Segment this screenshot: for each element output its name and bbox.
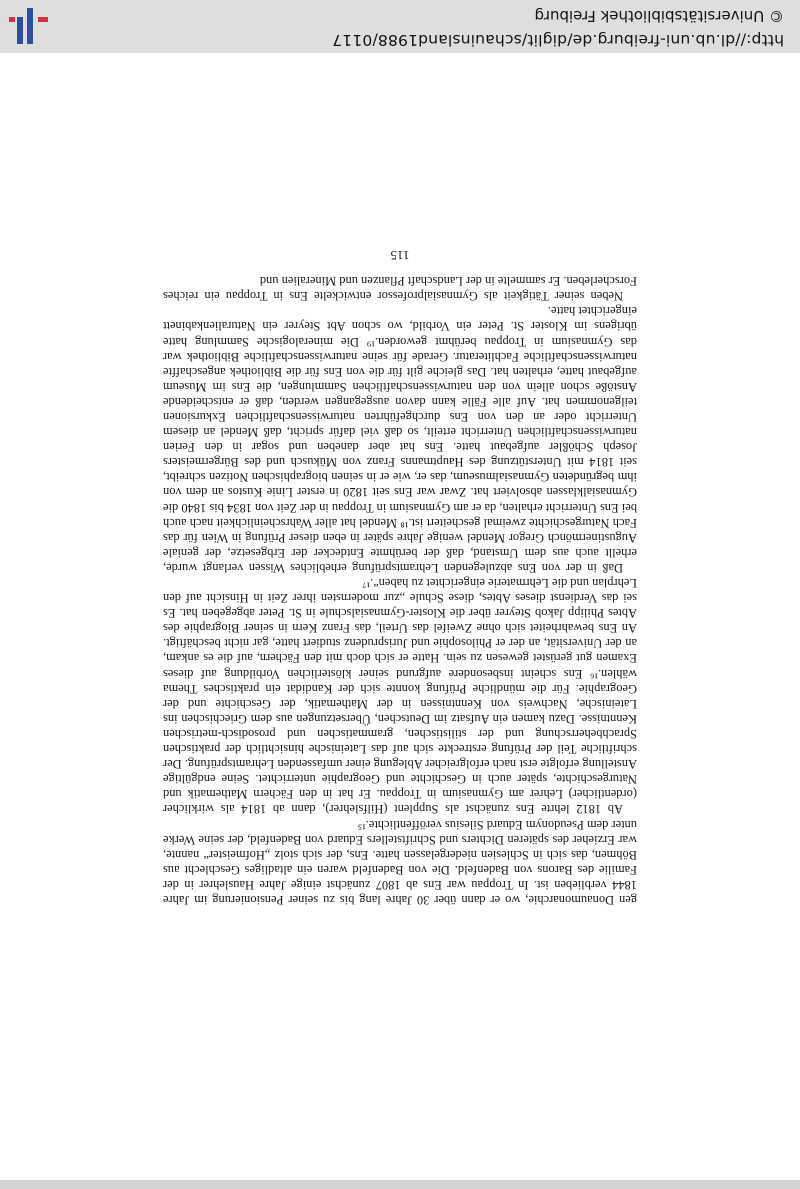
paragraph-2: Ab 1812 lehrte Ens zunächst als Supplent (Hilfslehrer), dann ab 1814 als wirklicher (ordentlicher) Lehrer am Gymnasium in Troppau. Er hat in den Fächern Mathematik und Naturgeschichte, später auch in Geschichte und Geographie unterrichtet. Seine endgültige Anstellung erfolgte erst nach erfolgreicher Ablegung einer umfassenden Lehramtsprüfung. Der schriftliche Teil der Prüfung erstreckte sich auf das Lateinische hinsichtlich der praktischen Sprachbeherrschung und der stilistischen, grammatischen und prosodisch-metrischen Kenntnisse. Dazu kamen ein Aufsatz im Deutschen, Übersetzungen aus dem Griechischen ins Lateinische, Nachweis von Kenntnissen in der Mathematik, der Geschichte und der Geographie. Für die mündliche Prüfung konnte sich der Kandidat ein praktisches Thema wählen.¹⁶ Ens scheint insbesondere aufgrund seiner klösterlichen Vorbildung auf dieses Examen gut gerüstet gewesen zu sein. Hatte er sich doch mit den Fächern, auf die es ankam, an der Universität, an der er Philosophie und Jurisprudenz studiert hatte, gar nicht beschäftigt. An Ens bewahrheitet sich ohne Zweifel das Urteil, das Franz Kern in seiner Biographie des Abtes Philipp Jakob Steyrer über die Kloster-Gymnasialschule in St. Peter abgegeben hat. Es sei das Verdienst dieses Abtes, diese Schule „zur modernsten ihrer Zeit in Hinsicht auf den Lehrplan und die Lehrmaterie eingerichtet zu haben“.¹⁷ bbox=[163, 576, 637, 817]
viewer-footer bbox=[0, 0, 800, 53]
page-body-text bbox=[163, 273, 637, 907]
paragraph-1: gen Donaumonarchie, wo er dann über 30 Jahre lang bis zu seiner Pensionierung im Jahre 1844 verblieben ist. In Troppau war Ens ab 1807 zunächst einige Jahre Hauslehrer in der Familie des Barons von Badenfeld. Die von Badenfeld waren ein altadliges Geschlecht aus Böhmen, das sich in Schlesien niedergelassen hatte. Ens, der sich stolz „Hofmeister“ nannte, war Erzieher des späteren Dichters und Schriftstellers Eduard von Badenfeld, der seine Werke unter dem Pseudonym Eduard Silesius veröffentlichte.¹⁵ bbox=[163, 817, 637, 907]
page-number: 115 bbox=[390, 248, 410, 263]
paragraph-3: Daß in der von Ens abzulegenden Lehramtsprüfung erhebliches Wissen verlangt wurde, erhellt auch aus dem Umstand, daß der berühmte Entdecker der Erbgesetze, der geniale Augustinermönch Gregor Mendel wenige Jahre später in eben dieser Prüfung in Wien für das Fach Naturgeschichte zweimal gescheitert ist.¹⁸ Mendel hat aller Wahrscheinlichkeit nach auch bei Ens Unterricht erhalten, da er am Gymnasium in Troppau in der Zeit von 1834 bis 1840 die Gymnasialklassen absolviert hat. Zwar war Ens seit 1820 in erster Linie Kustos an dem von ihm begründeten Gymnasialmuseum, das er, wie er in seinen biographischen Notizen schreibt, seit 1814 mit Unterstützung des Hauptmanns Franz von Mükusch und des Bürgermeisters Joseph Schößler aufgebaut hatte. Ens hat aber daneben und sogar in den Ferien naturwissenschaftlichen Unterricht erteilt, so daß viel dafür spricht, daß Mendel an diesem Unterricht oder an den von Ens durchgeführten naturwissenschaftlichen Exkursionen teilgenommen hat. Auf alle Fälle kann davon ausgegangen werden, daß er entscheidende Anstöße schon allein von den naturwissenschaftlichen Sammlungen, die Ens im Museum aufgebaut hatte, erhalten hat. Das gleiche gilt für die von Ens für die Bibliothek angeschaffte naturwissenschaftliche Fachliteratur. Gerade für seine naturwissenschaftliche Bibliothek war das Gymnasium in Troppau berühmt geworden.¹⁹ Die mineralogische Sammlung hatte übrigens im Kloster St. Peter ein Vorbild, wo schon Abt Steyrer ein Naturalienkabinett eingerichtet hatte. bbox=[163, 304, 637, 575]
ub-freiburg-logo-icon bbox=[8, 4, 52, 48]
top-strip bbox=[0, 1180, 800, 1189]
library-credit: © Universitätsbibliothek Freiburg bbox=[534, 7, 784, 25]
paragraph-4: Neben seiner Tätigkeit als Gymnasialprofessor entwickelte Ens in Troppau ein reiches Forscherleben. Er sammelte in der Landschaft Pflanzen und Mineralien und bbox=[163, 274, 637, 304]
permalink-url[interactable]: http://dl.ub.uni-freiburg.de/diglit/schauinsland1988/0117 bbox=[332, 31, 784, 49]
